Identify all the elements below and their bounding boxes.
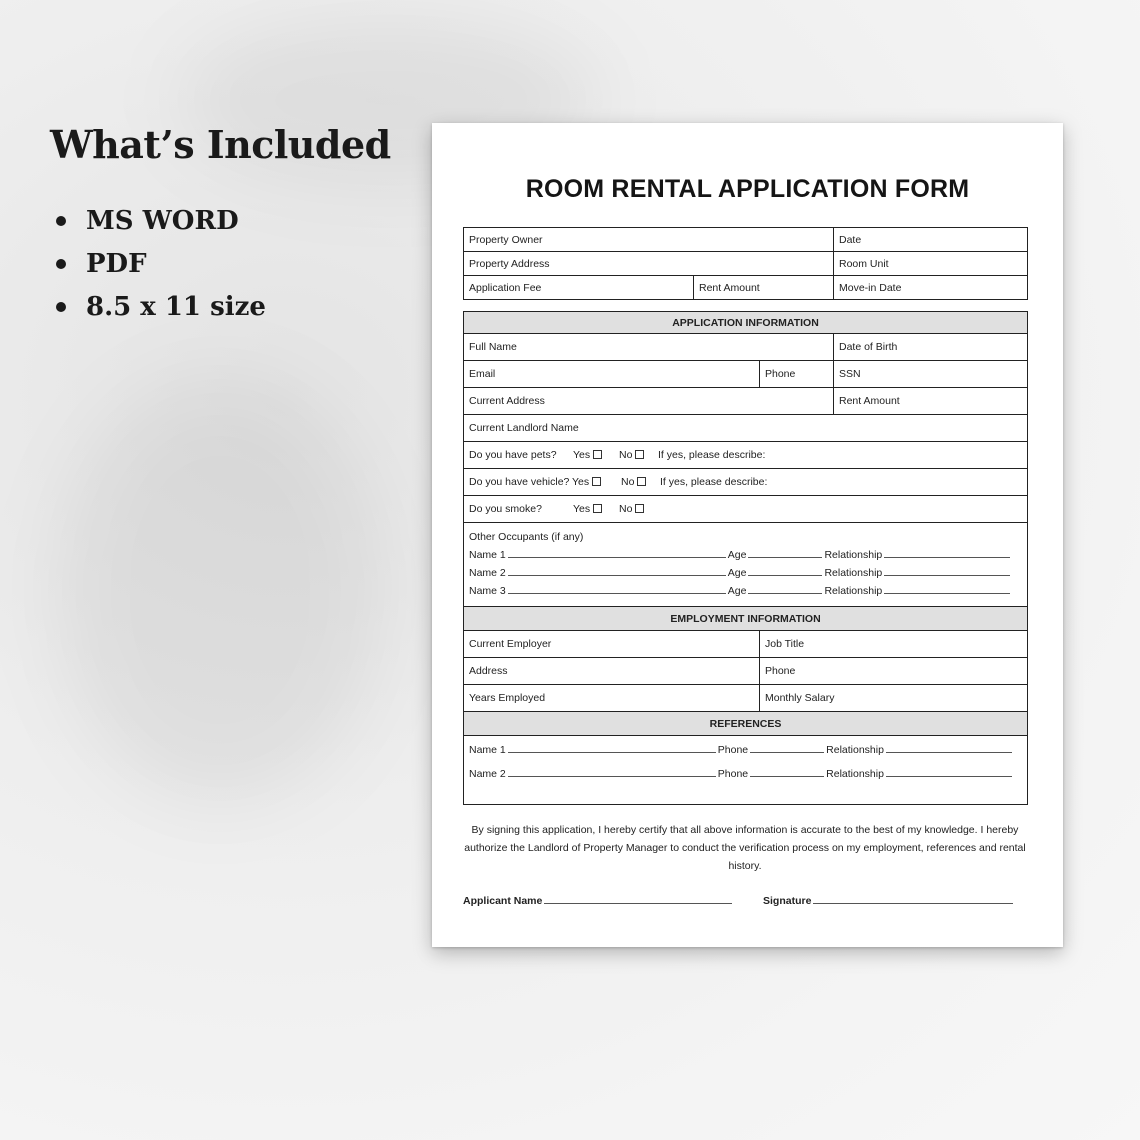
current-rent-amount-field[interactable]: Rent Amount (834, 388, 1028, 415)
references-header: REFERENCES (464, 712, 1028, 736)
employment-info-header: EMPLOYMENT INFORMATION (464, 607, 1028, 631)
no-label: No (621, 476, 635, 488)
if-yes-label: If yes, please describe: (658, 449, 766, 461)
relationship-label: Relationship (826, 768, 884, 780)
reference-phone-label: Phone (717, 768, 749, 780)
included-item: PDF (54, 243, 266, 286)
current-employer-field[interactable]: Current Employer (464, 631, 760, 658)
yes-label: Yes (573, 503, 591, 515)
rent-amount-field[interactable]: Rent Amount (694, 276, 834, 300)
signature-field[interactable] (763, 895, 1015, 907)
reference-phone-line[interactable] (750, 744, 824, 753)
property-address-field[interactable]: Property Address (464, 252, 834, 276)
reference-name-label: Name 2 (469, 768, 506, 780)
reference-name-line[interactable] (508, 744, 716, 753)
background-shadow (60, 380, 380, 800)
form-page (432, 123, 1063, 947)
relationship-label: Relationship (826, 744, 884, 756)
relationship-label: Relationship (824, 566, 883, 579)
smoke-yes-option[interactable] (573, 503, 619, 515)
occupant-row[interactable] (469, 582, 1022, 600)
age-line[interactable] (748, 585, 822, 594)
occupant-name-label: Name 3 (469, 584, 506, 597)
application-info-header: APPLICATION INFORMATION (464, 312, 1028, 334)
included-item: MS WORD (54, 200, 266, 243)
pets-question-row (464, 442, 1028, 469)
relationship-line[interactable] (886, 744, 1012, 753)
property-owner-field[interactable]: Property Owner (464, 228, 834, 252)
checkbox-icon[interactable] (593, 450, 602, 459)
dob-field[interactable]: Date of Birth (834, 334, 1028, 361)
applicant-name-label: Applicant Name (463, 895, 543, 907)
age-label: Age (727, 584, 747, 597)
age-label: Age (727, 548, 747, 561)
relationship-label: Relationship (824, 548, 883, 561)
occupant-name-label: Name 1 (469, 548, 506, 561)
occupant-name-line[interactable] (508, 567, 726, 576)
other-occupants-label: Other Occupants (if any) (469, 530, 584, 543)
yes-label: Yes (572, 476, 590, 488)
age-line[interactable] (748, 567, 822, 576)
checkbox-icon[interactable] (592, 477, 601, 486)
years-employed-field[interactable]: Years Employed (464, 685, 760, 712)
smoke-no-option[interactable] (619, 503, 658, 515)
application-table (463, 311, 1028, 805)
checkbox-icon[interactable] (593, 504, 602, 513)
email-field[interactable]: Email (464, 361, 760, 388)
yes-label: Yes (573, 449, 591, 461)
other-occupants-block (464, 523, 1028, 607)
relationship-label: Relationship (824, 584, 883, 597)
property-table (463, 227, 1028, 300)
applicant-name-line[interactable] (544, 895, 732, 904)
pets-question: Do you have pets? (469, 449, 557, 461)
included-item: 8.5 x 11 size (54, 286, 266, 329)
checkbox-icon[interactable] (635, 450, 644, 459)
employer-address-field[interactable]: Address (464, 658, 760, 685)
ssn-field[interactable]: SSN (834, 361, 1028, 388)
full-name-field[interactable]: Full Name (464, 334, 834, 361)
reference-phone-line[interactable] (750, 768, 824, 777)
if-yes-label: If yes, please describe: (660, 476, 768, 488)
occupant-row[interactable] (469, 564, 1022, 582)
monthly-salary-field[interactable]: Monthly Salary (760, 685, 1028, 712)
reference-row[interactable] (469, 741, 1022, 765)
age-line[interactable] (748, 549, 822, 558)
occupant-name-label: Name 2 (469, 566, 506, 579)
pets-no-option[interactable] (619, 449, 658, 461)
reference-name-line[interactable] (508, 768, 716, 777)
reference-phone-label: Phone (717, 744, 749, 756)
relationship-line[interactable] (884, 567, 1010, 576)
relationship-line[interactable] (884, 585, 1010, 594)
no-label: No (619, 449, 633, 461)
vehicle-yes-option[interactable] (572, 476, 621, 488)
checkbox-icon[interactable] (637, 477, 646, 486)
references-block (464, 736, 1028, 805)
current-landlord-field[interactable]: Current Landlord Name (464, 415, 1028, 442)
signature-label: Signature (763, 895, 812, 907)
vehicle-no-option[interactable] (621, 476, 660, 488)
reference-name-label: Name 1 (469, 744, 506, 756)
occupant-name-line[interactable] (508, 585, 726, 594)
move-in-date-field[interactable]: Move-in Date (834, 276, 1028, 300)
date-field[interactable]: Date (834, 228, 1028, 252)
smoke-question-row (464, 496, 1028, 523)
vehicle-question: Do you have vehicle? (469, 476, 570, 488)
job-title-field[interactable]: Job Title (760, 631, 1028, 658)
age-label: Age (727, 566, 747, 579)
certification-text: By signing this application, I hereby certify that all above information is accurate to the best of my knowledge. I hereby authorize the Landlord of Property Manager to conduct the verification process on my employment, references and rental history. (464, 824, 1026, 872)
occupant-name-line[interactable] (508, 549, 726, 558)
whats-included-heading: What’s Included (50, 122, 391, 167)
smoke-question: Do you smoke? (469, 503, 542, 515)
relationship-line[interactable] (886, 768, 1012, 777)
relationship-line[interactable] (884, 549, 1010, 558)
reference-row[interactable] (469, 765, 1022, 789)
checkbox-icon[interactable] (635, 504, 644, 513)
current-address-field[interactable]: Current Address (464, 388, 834, 415)
form-title: ROOM RENTAL APPLICATION FORM (525, 175, 970, 203)
vehicle-question-row (464, 469, 1028, 496)
included-list (54, 200, 266, 329)
no-label: No (619, 503, 633, 515)
phone-field[interactable]: Phone (760, 361, 834, 388)
signature-line[interactable] (813, 895, 1013, 904)
room-unit-field[interactable]: Room Unit (834, 252, 1028, 276)
occupant-row[interactable] (469, 546, 1022, 564)
pets-yes-option[interactable] (573, 449, 619, 461)
applicant-name-signature[interactable] (463, 895, 734, 907)
application-fee-field[interactable]: Application Fee (464, 276, 694, 300)
employer-phone-field[interactable]: Phone (760, 658, 1028, 685)
